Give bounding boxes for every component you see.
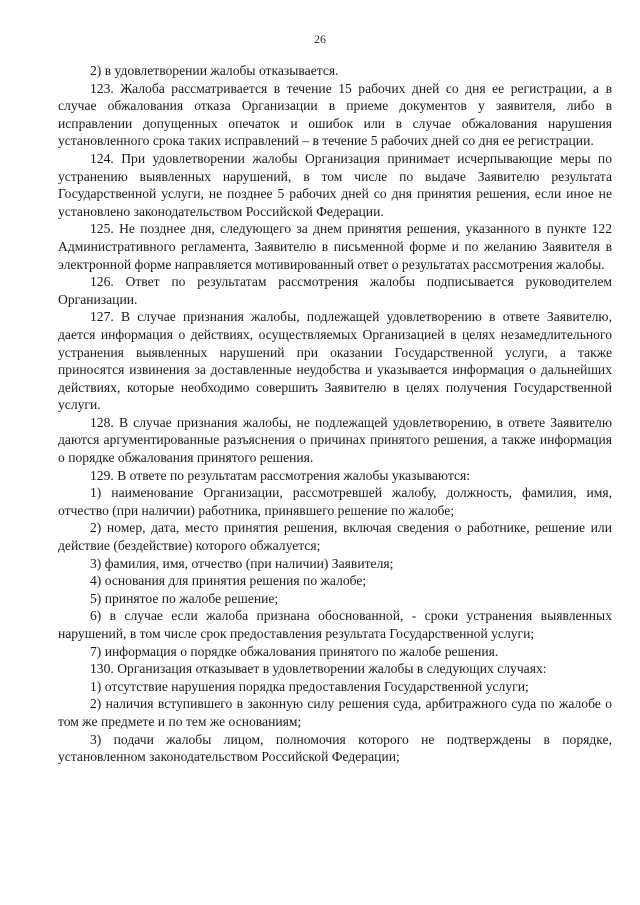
paragraph: 128. В случае признания жалобы, не подлежащей удовлетворению, в ответе Заявителю даются аргументированные разъяснения о причинах принятого решения, а также информация о порядке обжалования принятого решения.	[58, 414, 612, 466]
paragraph: 129. В ответе по результатам рассмотрения жалобы указываются:	[90, 467, 471, 483]
paragraph: 126. Ответ по результатам рассмотрения жалобы подписывается руководителем Организации.	[58, 274, 612, 307]
paragraph: 2) в удовлетворении жалобы отказывается.	[90, 63, 339, 78]
paragraph: 5) принятое по жалобе решение;	[90, 590, 279, 606]
paragraph: 6) в случае если жалоба признана обоснованной, - сроки устранения выявленных нарушений, в том числе срок предоставления результата Государственной услуги;	[58, 608, 612, 641]
document-body	[58, 62, 612, 766]
paragraph: 7) информация о порядке обжалования принятого по жалобе решения.	[90, 643, 499, 659]
paragraph: 2) наличия вступившего в законную силу решения суда, арбитражного суда по жалобе о том же предмете и по тем же основаниям;	[58, 696, 612, 729]
paragraph: 3) фамилия, имя, отчество (при наличии) Заявителя;	[90, 555, 394, 571]
paragraph: 3) подачи жалобы лицом, полномочия которого не подтверждены в порядке, установленном законодательством Российской Федерации;	[58, 731, 612, 765]
paragraph: 1) отсутствие нарушения порядка предоставления Государственной услуги;	[90, 678, 529, 694]
paragraph: 123. Жалоба рассматривается в течение 15 рабочих дней со дня ее регистрации, а в случае обжалования отказа Организации в приеме документов у заявителя, либо в исправлении допущенных опечаток и ошибок или в случае обжалования нарушения установленного срока таких исправлений – в течение 5 рабочих дней со дня ее регистрации.	[58, 80, 612, 149]
paragraph: 2) номер, дата, место принятия решения, включая сведения о работнике, решение или действие (бездействие) которого обжалуется;	[58, 520, 612, 554]
paragraph: 130. Организация отказывает в удовлетворении жалобы в следующих случаях:	[90, 661, 547, 677]
paragraph: 1) наименование Организации, рассмотревшей жалобу, должность, фамилия, имя, отчество (при наличии) работника, принявшего решение по жалобе;	[58, 485, 612, 518]
paragraph: 125. Не позднее дня, следующего за днем принятия решения, указанного в пункте 122 Административного регламента, Заявителю в письменной форме и по желанию Заявителя в электронной форме направляется мотивированный ответ о результатах рассмотрения жалобы.	[58, 221, 612, 272]
paragraph: 124. При удовлетворении жалобы Организация принимает исчерпывающие меры по устранению выявленных нарушений, в том числе по выдаче Заявителю результата Государственной услуги, не позднее 5 рабочих дней со дня принятия решения, если иное не установлено законодательством Российской Федерации.	[58, 150, 612, 219]
page-number: 26	[314, 32, 326, 46]
paragraph: 127. В случае признания жалобы, подлежащей удовлетворению в ответе Заявителю, дается информация о действиях, осуществляемых Организацией в целях незамедлительного устранения выявленных нарушений при оказании Государственной услуги, а также приносятся извинения за доставленные неудобства и указывается информация о дальнейших действиях, которые необходимо совершить Заявителю в целях получения Государственной услуги.	[58, 309, 612, 413]
paragraph: 4) основания для принятия решения по жалобе;	[90, 573, 367, 589]
